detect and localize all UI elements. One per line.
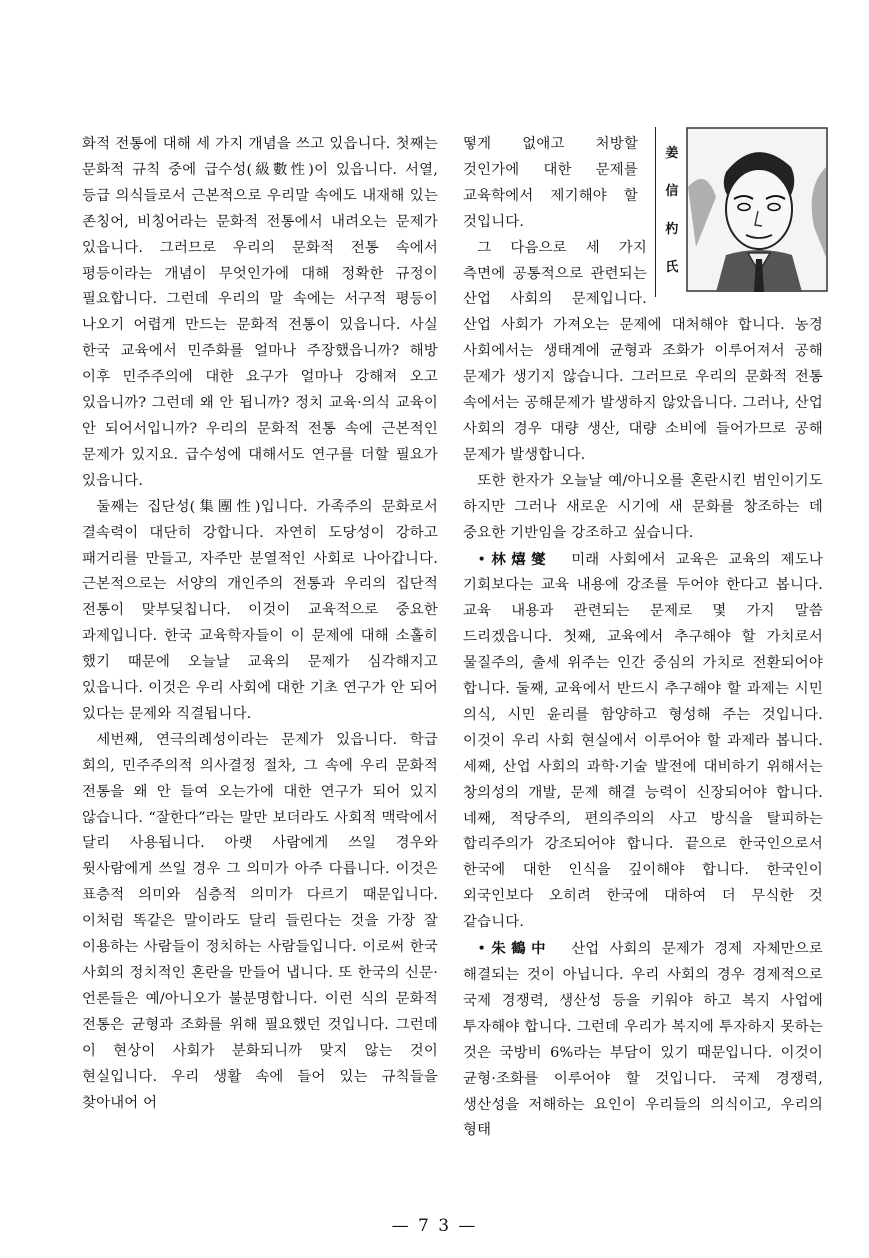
paragraph: 세번째, 연극의례성이라는 문제가 있읍니다. 학급 회의, 민주주의적 의사결정 절차, 그 속에 우리 문화적 전통을 왜 안 들여 오는가에 대한 연구가 되어 있지 않습니다. “잘한다”라는 말만 보더라도 사회적 맥락에서 달리 사용됩니다. 아랫 사람에게 쓰일 경우와 윗사람에게 쓰일 경우 그 의미가 아주 다릅니다. 이것은 표층적 의미와 심층적 의미가 다르기 때문입니다. 이처럼 똑같은 말이라도 달리 들린다는 것을 가장 잘 이용하는 사람들이 정치하는 사람들입니다. 이로써 한국 사회의 정치적인 혼란을 만들어 냅니다. 또 한국의 신문·언론들은 예/아니오가 불분명합니다. 이런 식의 문화적 전통은 균형과 조화를 위해 필요했던 것입니다. 그런데 이 현상이 사회가 분화되니까 맞지 않는 것이 현실입니다. 우리 생활 속에 들어 있는 규칙들을 찾아내어 어 (82, 731, 438, 1111)
portrait-caption: 姜 信 杓 氏 (665, 146, 679, 275)
paragraph: 떻게 없애고 처방할 것인가에 대한 문제를 교육학에서 제기해야 할 것입니다. (463, 136, 638, 230)
right-column (463, 132, 823, 1144)
speaker-text: 산업 사회의 문제가 경제 자체만으로 해결되는 것이 아닙니다. 우리 사회의 경우 경제적으로 국제 경쟁력, 생산성 등을 키워야 하고 복지 사업에 투자해야 합니다. 그런데 우리가 복지에 투자하지 못하는 것은 국방비 6%라는 부담이 있기 때문입니다. 이것이 균형·조화를 이루어야 할 것입니다. 국제 경쟁력, 생산성을 저해하는 요인이 우리들의 의식이고, 우리의 형태 (463, 941, 823, 1139)
speaker-paragraph: •朱鶴中 산업 사회의 문제가 경제 자체만으로 해결되는 것이 아닙니다. 우리 사회의 경우 경제적으로 국제 경쟁력, 생산성 등을 키워야 하고 복지 사업에 투자해야 합니다. 그런데 우리가 복지에 투자하지 못하는 것은 국방비 6%라는 부담이 있기 때문입니다. 이것이 균형·조화를 이루어야 할 것입니다. 국제 경쟁력, 생산성을 저해하는 요인이 우리들의 의식이고, 우리의 형태 (463, 940, 823, 1139)
speaker-name: 朱鶴中 (486, 940, 552, 958)
paragraph: 그 다음으로 세 가지 측면에 공통적으로 관련되는 산업 사회의 문제입니다. 산업 사회가 가져오는 문제에 대처해야 합니다. 농경 사회에서는 생태계에 균형과 조화가 이루어져서 공해 문제가 생기지 않습니다. 그러므로 우리의 문화적 전통 속에서는 공해문제가 발생하지 않았읍니다. 그러나, 산업 사회의 경우 대량 생산, 대량 소비에 들어가므로 공해 문제가 발생합니다. (463, 239, 823, 463)
left-column (82, 132, 438, 1116)
portrait-photo (686, 127, 828, 292)
page-number: — 7 3 — (391, 1216, 478, 1236)
speaker-paragraph: •林熺燮 미래 사회에서 교육은 교육의 제도나 기회보다는 교육 내용에 강조를 두어야 한다고 봅니다. 교육 내용과 관련되는 문제로 몇 가지 말씀 드리겠읍니다. 첫째, 교육에서 추구해야 할 가치로서 물질주의, 출세 위주는 인간 중심의 가치로 전환되어야 합니다. 둘째, 교육에서 반드시 추구해야 할 과제는 시민 의식, 시민 윤리를 함양하고 형성해 주는 것입니다. 이것이 우리 사회 현실에서 이루어야 할 과제라 봅니다. 세째, 산업 사회의 과학·기술 발전에 대비하기 위해서는 창의성의 개발, 문제 해결 능력이 신장되어야 합니다. 네째, 적당주의, 편의주의의 사고 방식을 탈피하는 합리주의가 강조되어야 합니다. 끝으로 한국인으로서 한국에 대한 인식을 깊이해야 합니다. 한국인이 외국인보다 오히려 한국에 대하여 더 무식한 것 같습니다. (463, 550, 823, 931)
paragraph: 화적 전통에 대해 세 가지 개념을 쓰고 있읍니다. 첫째는 문화적 규칙 중에 급수성(級數性)이 있읍니다. 서열, 등급 의식들로서 근본적으로 우리말 속에도 내재해 있는 존칭어, 비칭어라는 문화적 전통에서 내려오는 문제가 있읍니다. 그러므로 우리의 문화적 전통 속에서 평등이라는 개념이 무엇인가에 대해 정확한 규정이 필요합니다. 그런데 우리의 말 속에는 서구적 평등이 나오기 어렵게 만드는 문화적 전통이 있읍니다. 사실 한국 교육에서 민주화를 얼마나 주장했읍니까? 해방 이후 민주주의에 대한 요구가 얼마나 강해져 오고 있읍니까? 그런데 왜 안 됩니까? 정치 교육·의식 교육이 안 되어서입니까? 우리의 문화적 전통 속에 근본적인 문제가 있지요. 급수성에 대해서도 연구를 더할 필요가 있읍니다. (82, 136, 438, 489)
paragraph: 둘째는 집단성(集團性)입니다. 가족주의 문화로서 결속력이 대단히 강합니다. 자연히 도당성이 강하고 패거리를 만들고, 자주만 분열적인 사회로 나아갑니다. 근본적으로는 서양의 개인주의 전통과 우리의 집단적 전통이 맞부딪칩니다. 이것이 교육적으로 중요한 과제입니다. 한국 교육학자들이 이 문제에 대해 소홀히 했기 때문에 오늘날 교육의 문제가 심각해지고 있읍니다. 이것은 우리 사회에 대한 기초 연구가 안 되어 있다는 문제와 직결됩니다. (82, 498, 438, 722)
speaker-text: 미래 사회에서 교육은 교육의 제도나 기회보다는 교육 내용에 강조를 두어야 한다고 봅니다. 교육 내용과 관련되는 문제로 몇 가지 말씀 드리겠읍니다. 첫째, 교육에서 추구해야 할 가치로서 물질주의, 출세 위주는 인간 중심의 가치로 전환되어야 합니다. 둘째, 교육에서 반드시 추구해야 할 과제는 시민 의식, 시민 윤리를 함양하고 형성해 주는 것입니다. 이것이 우리 사회 현실에서 이루어야 할 과제라 봅니다. 세째, 산업 사회의 과학·기술 발전에 대비하기 위해서는 창의성의 개발, 문제 해결 능력이 신장되어야 합니다. 네째, 적당주의, 편의주의의 사고 방식을 탈피하는 합리주의가 강조되어야 합니다. 끝으로 한국인으로서 한국에 대한 인식을 깊이해야 합니다. 한국인이 외국인보다 오히려 한국에 대하여 더 무식한 것 같습니다. (463, 551, 823, 931)
speaker-name: 林熺燮 (486, 550, 552, 568)
paragraph: 또한 한자가 오늘날 예/아니오를 혼란시킨 범인이기도 하지만 그러나 새로운 시기에 새 문화를 창조하는 데 중요한 기반임을 강조하고 싶습니다. (463, 472, 823, 541)
speaker-portrait (655, 127, 829, 297)
